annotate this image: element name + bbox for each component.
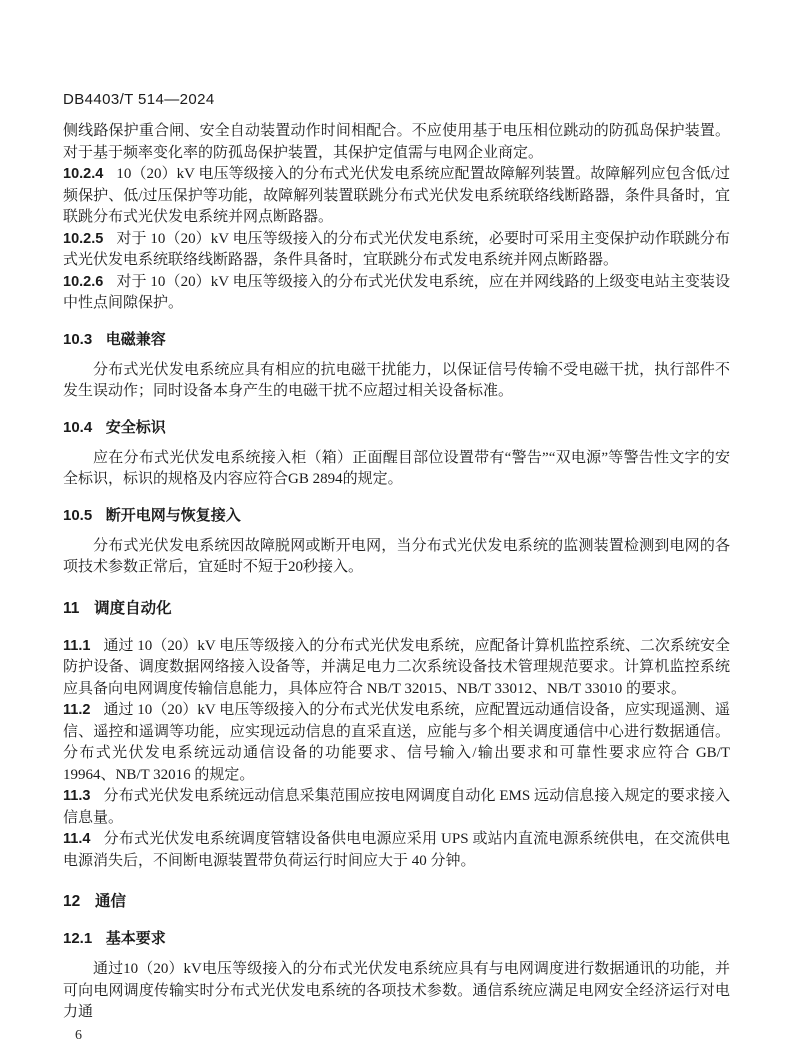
heading-title: 基本要求 [105,930,166,947]
paragraph-10-4: 应在分布式光伏发电系统接入柜（箱）正面醒目部位设置带有“警告”“双电源”等警告性文字的安全标识，标识的规格及内容应符合GB 2894的规定。 [63,449,730,487]
paragraph-10-5: 分布式光伏发电系统因故障脱网或断开电网，当分布式光伏发电系统的监测装置检测到电网的各项技术参数正常后，宜延时不短于20秒接入。 [63,537,730,575]
clause-number: 10.2.6 [63,273,104,290]
section-heading-12-1 [63,929,730,949]
heading-number: 12 [63,893,81,910]
clause-10-2-5 [63,229,730,272]
page-number: 6 [75,1028,82,1043]
heading-number: 10.3 [63,330,93,348]
heading-number: 12.1 [63,930,93,947]
clause-number: 11.4 [63,831,91,847]
clause-number: 10.2.5 [63,230,104,247]
section-heading-10-5 [63,506,730,526]
clause-text: 通过 10（20）kV 电压等级接入的分布式光伏发电系统，应配置远动通信设备，应实现遥测、遥信、遥控和遥调等功能，应实现远动信息的直采直送，应能与多个相关调度通信中心进行数据通信。分布式光伏发电系统远动通信设备的功能要求、信号输入/输出要求和可靠性要求应符合 GB/T 19964、NB/T 32016 的规定。 [63,702,730,783]
clause-10-2-4 [63,164,730,229]
paragraph-12-1: 通过10（20）kV电压等级接入的分布式光伏发电系统应具有与电网调度进行数据通讯的功能，并可向电网调度传输实时分布式光伏发电系统的各项技术参数。通信系统应满足电网安全经济运行对电力通 [63,961,730,1020]
clause-number: 11.2 [63,702,91,718]
heading-number: 11 [63,599,80,617]
heading-title: 调度自动化 [94,599,172,617]
heading-title: 电磁兼容 [105,330,166,348]
clause-text: 对于 10（20）kV 电压等级接入的分布式光伏发电系统，应在并网线路的上级变电站主变装设中性点间隙保护。 [63,273,730,311]
clause-number: 11.3 [63,788,91,804]
clause-text: 对于 10（20）kV 电压等级接入的分布式光伏发电系统，必要时可采用主变保护动作联跳分布式光伏发电系统联络线断路器，条件具备时，宜联跳分布式发电系统并网点断路器。 [63,230,730,268]
heading-number: 10.5 [63,506,93,524]
clause-text: 分布式光伏发电系统调度管辖设备供电电源应采用 UPS 或站内直流电源系统供电，在交流供电电源消失后，不间断电源装置带负荷运行时间应大于 40 分钟。 [63,831,730,869]
paragraph-10-3: 分布式光伏发电系统应具有相应的抗电磁干扰能力，以保证信号传输不受电磁干扰，执行部件不发生误动作；同时设备本身产生的电磁干扰不应超过相关设备标准。 [63,361,730,399]
heading-title: 断开电网与恢复接入 [105,506,241,524]
chapter-heading-12 [63,891,730,912]
section-heading-10-4 [63,418,730,438]
clause-11-2 [63,700,730,786]
clause-11-4 [63,829,730,872]
heading-title: 安全标识 [105,418,166,436]
clause-number: 11.1 [63,637,91,654]
clause-11-1 [63,636,730,701]
clause-text: 分布式光伏发电系统远动信息采集范围应按电网调度自动化 EMS 远动信息接入规定的要求接入信息量。 [63,788,730,826]
section-heading-10-3 [63,330,730,350]
clause-11-3 [63,786,730,829]
doc-number: DB4403/T 514—2024 [63,91,215,108]
chapter-heading-11 [63,598,730,619]
clause-text: 10（20）kV 电压等级接入的分布式光伏发电系统应配置故障解列装置。故障解列应包含低/过频保护、低/过压保护等功能，故障解列装置联跳分布式光伏发电系统联络线断路器，条件具备时，宜联跳分布式光伏发电系统并网点断路器。 [63,166,730,225]
heading-number: 10.4 [63,418,93,436]
paragraph-continuation: 侧线路保护重合闸、安全自动装置动作时间相配合。不应使用基于电压相位跳动的防孤岛保护装置。对于基于频率变化率的防孤岛保护装置，其保护定值需与电网企业商定。 [63,123,730,161]
clause-number: 10.2.4 [63,166,104,182]
heading-title: 通信 [94,893,126,910]
clause-text: 通过 10（20）kV 电压等级接入的分布式光伏发电系统，应配备计算机监控系统、二次系统安全防护设备、调度数据网络接入设备等，并满足电力二次系统设备技术管理规范要求。计算机监控系统应具备向电网调度传输信息能力，具体应符合 NB/T 32015、NB/T 33012、NB/T 33010 的要求。 [63,637,730,697]
clause-10-2-6 [63,272,730,315]
